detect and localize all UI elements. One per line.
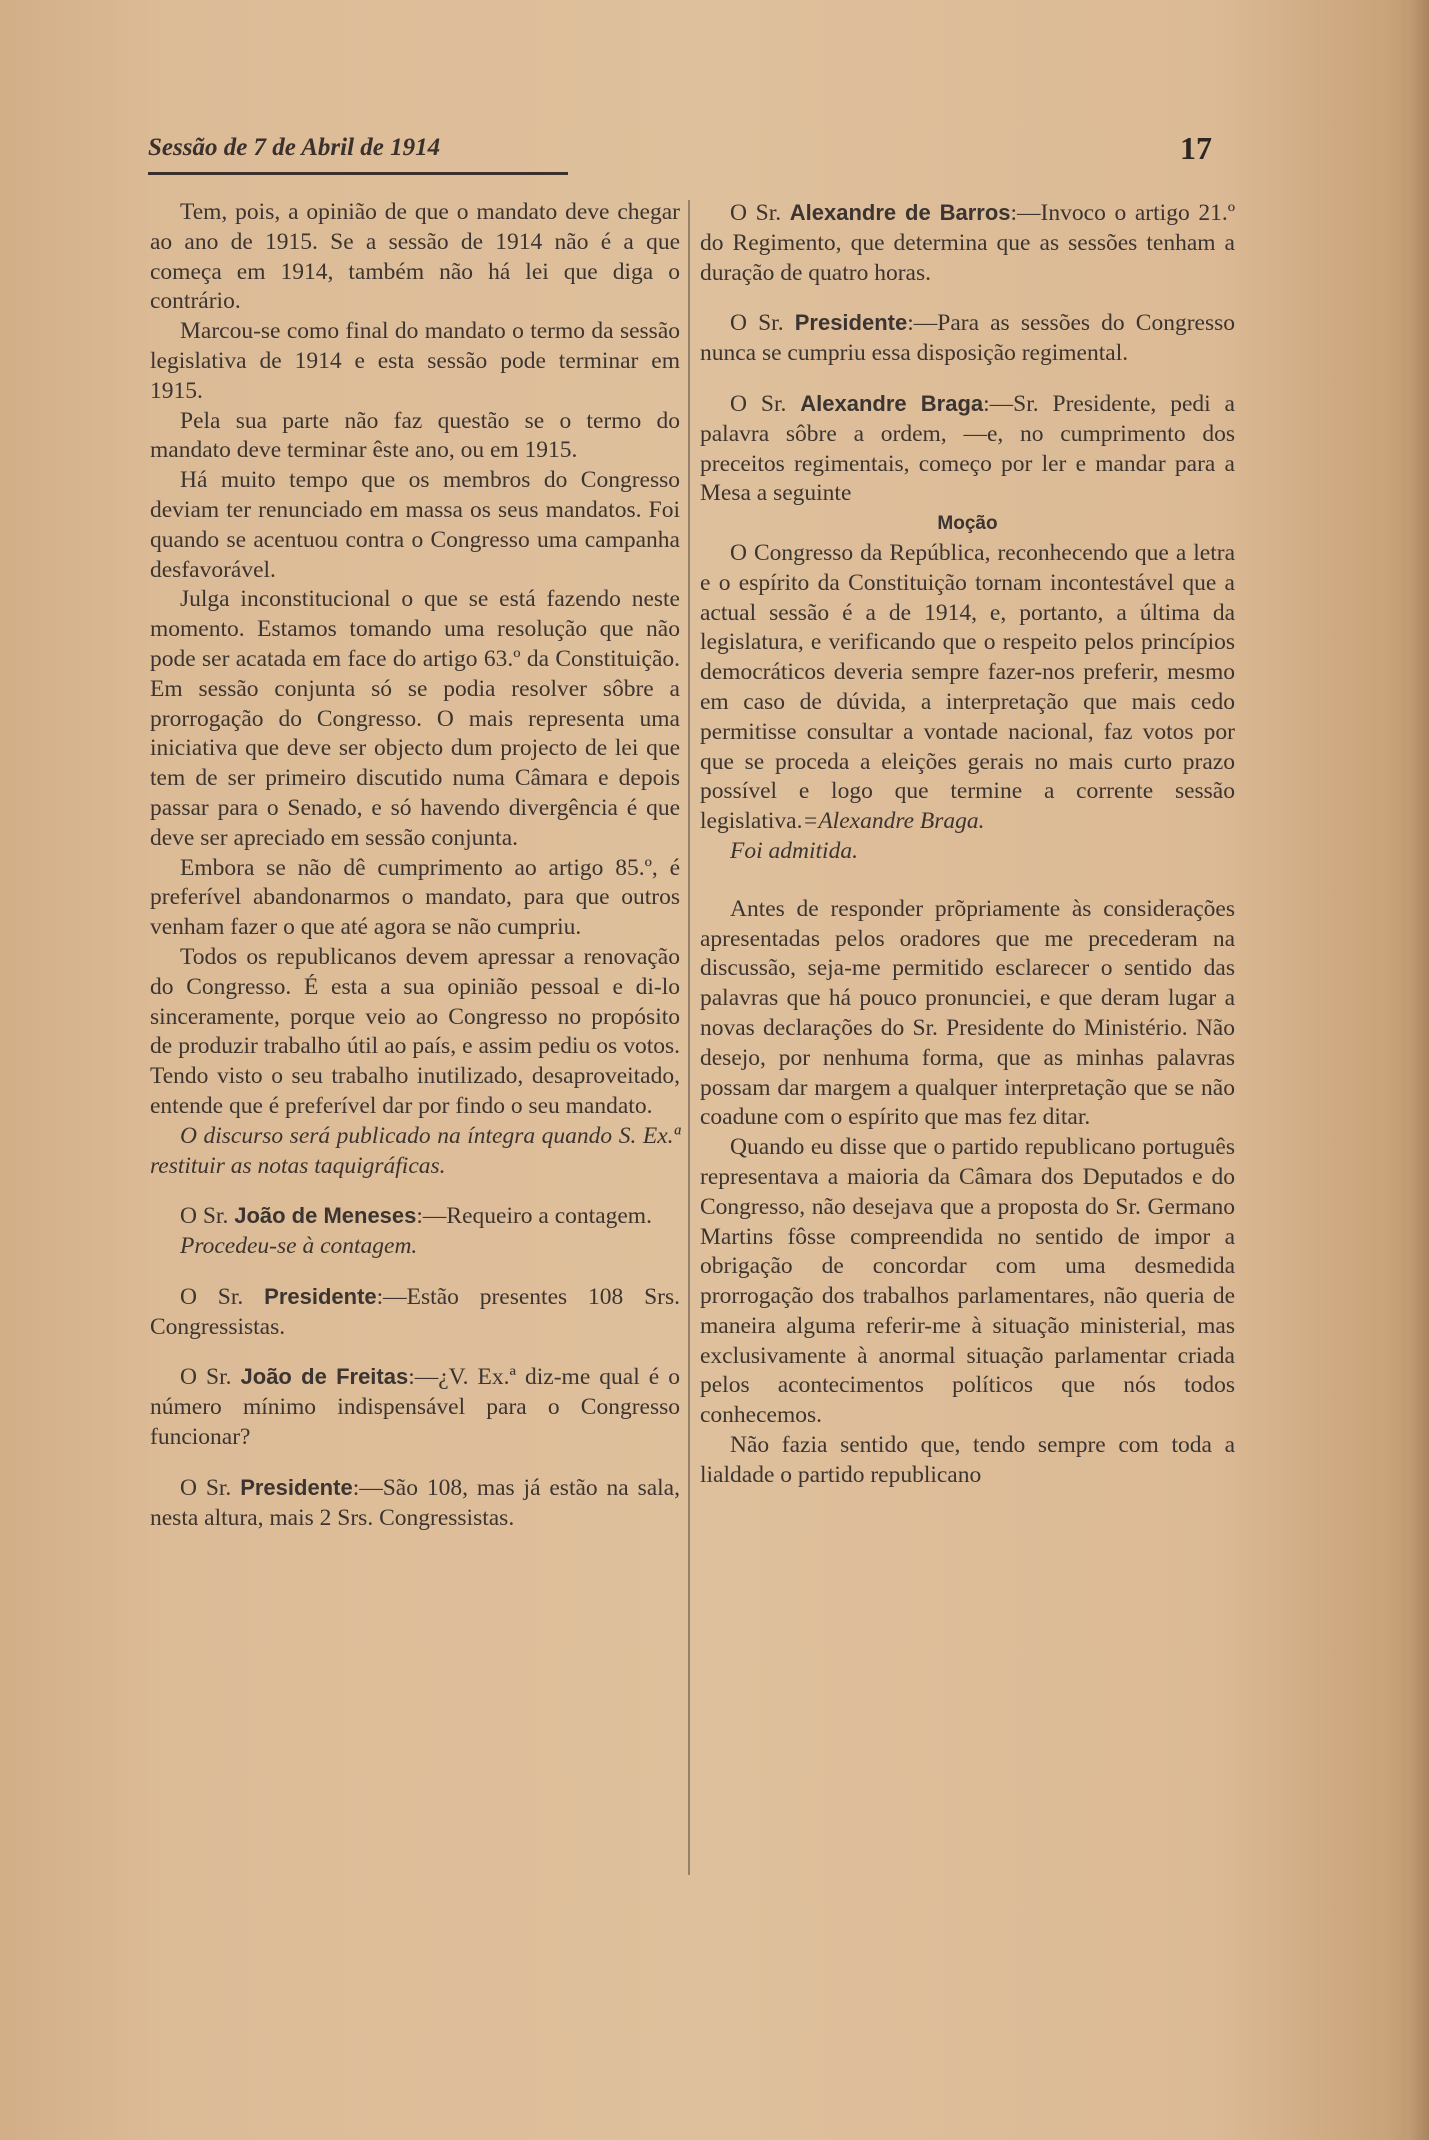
column-divider (688, 200, 690, 1875)
speaker-name: Presidente (794, 310, 908, 336)
paragraph: Julga inconstitucional o que se está fazendo neste momento. Estamos tomando uma resolução que não pode ser acatada em face do artigo 63.º da Constituição. Em sessão conjunta só se podia resolver sôbre a prorrogação do Congresso. O mais representa uma iniciativa que deve ser objecto dum projecto de lei que tem de ser primeiro discutido numa Câmara e depois passar para o Senado, e só havendo divergência é que deve ser apreciado em sessão conjunta. (150, 586, 680, 851)
speech-entry (700, 198, 1235, 288)
paragraph: Quando eu disse que o partido republicano português representava a maioria da Câmara dos Deputados e do Congresso, não desejava que a proposta do Sr. Germano Martins fôsse compreendida no sentido de impor a obrigação de concordar com uma desmedida prorrogação dos trabalhos parlamentares, não queria de maneira alguma referir-me à situação ministerial, mas exclusivamente à anormal situação parlamentar criada pelos acontecimentos políticos que nós todos conhecemos. (700, 1134, 1235, 1429)
page-edge (1407, 0, 1429, 2140)
speaker-name: Alexandre Braga (800, 390, 984, 416)
speech-text: :—Requeiro a contagem. (416, 1203, 652, 1230)
right-column (700, 198, 1235, 1491)
speech-text: :—Para as sessões do Congresso nunca se cumpriu essa disposição regimental. (700, 310, 1236, 367)
left-column (150, 198, 680, 1533)
speech-entry (150, 1282, 680, 1343)
speaker-name: Presidente (264, 1283, 377, 1309)
page-number: 17 (1180, 130, 1212, 166)
motion-signature: =Alexandre Braga. (802, 808, 985, 835)
speech-entry (150, 1362, 680, 1452)
motion-text (700, 539, 1235, 837)
header-rule (148, 172, 568, 175)
session-title: Sessão de 7 de Abril de 1914 (148, 134, 441, 161)
speaker-name: Alexandre de Barros (789, 200, 1011, 225)
speech-prefix: O Sr. (180, 1474, 232, 1501)
paragraph: Marcou-se como final do mandato o termo da sessão legislativa de 1914 e esta sessão pode terminar em 1915. (150, 318, 680, 404)
paragraph: Há muito tempo que os membros do Congresso deviam ter renunciado em massa os seus mandatos. Foi quando se acentuou contra o Congresso uma campanha desfavorável. (150, 467, 680, 583)
speech-text: :—Estão presentes 108 Srs. Congressistas. (150, 1283, 681, 1340)
speech-prefix: O Sr. (180, 1364, 232, 1391)
paragraph: Não fazia sentido que, tendo sempre com toda a lialdade o partido republicano (700, 1432, 1235, 1488)
editorial-note: Foi admitida. (730, 837, 858, 864)
speech-prefix: O Sr. (730, 390, 787, 417)
speech-prefix: O Sr. (180, 1203, 229, 1230)
paragraph: Antes de responder prõpriamente às considerações apresentadas pelos oradores que me precederam na discussão, seja-me permitido esclarecer o sentido das palavras que há pouco pronunciei, e que deram lugar a novas declarações do Sr. Presidente do Ministério. Não desejo, por nenhuma forma, que as minhas palavras possam dar margem a qualquer interpretação que se não coadune com o espírito que mas fez ditar. (700, 895, 1235, 1131)
speaker-name: Presidente (240, 1474, 353, 1500)
paragraph: Todos os republicanos devem apressar a renovação do Congresso. É esta a sua opinião pessoal e di-lo sinceramente, porque veio ao Congresso no propósito de produzir trabalho útil ao país, e assim pediu os votos. Tendo visto o seu trabalho inutilizado, desaproveitado, entende que é preferível dar por findo o seu mandato. (150, 943, 680, 1119)
speaker-name: João de Freitas (240, 1364, 409, 1390)
editorial-note: O discurso será publicado na íntegra quando S. Ex.ª restituir as notas taquigráficas. (150, 1122, 680, 1179)
motion-body: O Congresso da República, reconhecendo que a letra e o espírito da Constituição tornam incontestável que a actual sessão é a de 1914, e, portanto, a última da legislatura, e verificando que o respeito pelos princípios democráticos deveria sempre fazer-nos preferir, mesmo em caso de dúvida, a interpretação que mais cedo permitisse consultar a vontade nacional, faz votos por que se proceda a eleições gerais no mais curto prazo possível e logo que termine a corrente sessão legislativa. (700, 539, 1235, 835)
speech-text: :—Sr. Presidente, pedi a palavra sôbre a ordem, —e, no cumprimento dos preceitos regimentais, começo por ler e mandar para a Mesa a seguinte (700, 390, 1235, 507)
speech-prefix: O Sr. (180, 1283, 244, 1310)
speech-text: :—¿V. Ex.ª diz-me qual é o número mínimo indispensável para o Congresso funcionar? (150, 1364, 680, 1451)
speech-entry (150, 1201, 680, 1232)
editorial-note: Procedeu-se à contagem. (180, 1233, 418, 1260)
speech-entry (700, 389, 1235, 509)
speech-entry (700, 308, 1235, 369)
paragraph: Tem, pois, a opinião de que o mandato deve chegar ao ano de 1915. Se a sessão de 1914 não é a que começa em 1914, também não há lei que diga o contrário. (150, 199, 680, 315)
speech-entry (150, 1473, 680, 1534)
paragraph: Pela sua parte não faz questão se o termo do mandato deve terminar êste ano, ou em 1915. (150, 407, 680, 464)
speech-text: :—São 108, mas já estão na sala, nesta altura, mais 2 Srs. Congressistas. (150, 1474, 680, 1531)
speech-text: :—Invoco o artigo 21.º do Regimento, que determina que as sessões tenham a duração de quatro horas. (700, 200, 1236, 286)
speaker-name: João de Meneses (234, 1203, 417, 1229)
motion-heading: Moção (937, 513, 998, 535)
speech-prefix: O Sr. (730, 200, 782, 226)
paragraph: Embora se não dê cumprimento ao artigo 85.º, é preferível abandonarmos o mandato, para que outros venham fazer o que até agora se não cumpriu. (150, 854, 680, 941)
speech-prefix: O Sr. (730, 310, 784, 337)
